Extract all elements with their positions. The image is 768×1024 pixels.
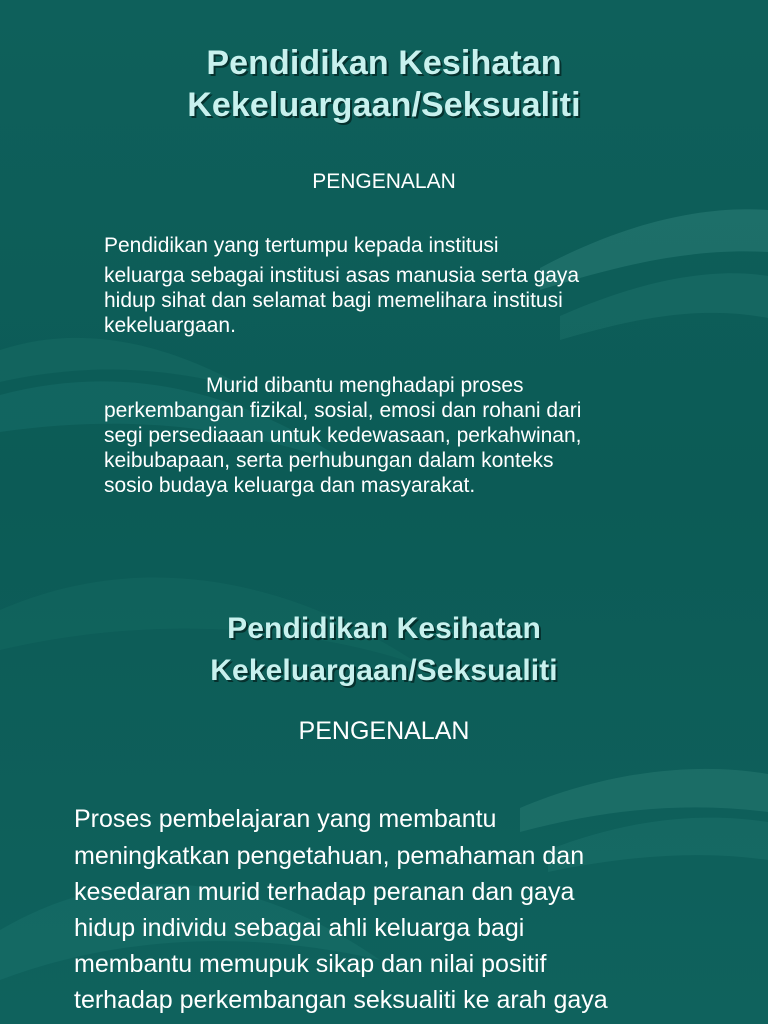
slide-1-title-line-2: Kekeluargaan/Seksualiti — [187, 86, 581, 124]
slide-1-paragraph-1-line-1: Pendidikan yang tertumpu kepada institusi — [104, 234, 499, 257]
slide-1-title-line-1: Pendidikan Kesihatan — [206, 44, 562, 82]
slide-2-paragraph-1-line-6: terhadap perkembangan seksualiti ke arah gaya — [74, 986, 608, 1014]
slide-1-paragraph-1-line-4: kekeluargaan. — [104, 314, 236, 337]
slide-1-paragraph-2-line-1: Murid dibantu menghadapi proses — [206, 374, 524, 397]
slide-1-section-heading: PENGENALAN — [312, 170, 456, 193]
slide-2-title-line-2: Kekeluargaan/Seksualiti — [210, 654, 558, 687]
slide-2-title-line-1: Pendidikan Kesihatan — [227, 612, 541, 645]
slide-2-paragraph-1-line-5: membantu memupuk sikap dan nilai positif — [74, 950, 547, 978]
slide-1-paragraph-1-line-3: hidup sihat dan selamat bagi memelihara institusi — [104, 289, 563, 312]
slide-2-paragraph-1-line-3: kesedaran murid terhadap peranan dan gaya — [74, 878, 575, 906]
slide-1-paragraph-1-line-2: keluarga sebagai institusi asas manusia serta gaya — [104, 264, 580, 287]
slide-1-title — [40, 42, 728, 126]
slide-2-paragraph-1-line-1: Proses pembelajaran yang membantu — [74, 805, 497, 833]
slide-2-title — [40, 608, 728, 692]
slide-1-paragraph-2-line-2: perkembangan fizikal, sosial, emosi dan rohani dari — [104, 399, 582, 422]
slide-2-section-heading: PENGENALAN — [298, 717, 470, 745]
slide-2 — [0, 512, 768, 1024]
slide-2-paragraph-1-line-2: meningkatkan pengetahuan, pemahaman dan — [74, 842, 585, 870]
slide-1-paragraph-2-line-5: sosio budaya keluarga dan masyarakat. — [104, 474, 476, 497]
slide-1-paragraph-2-line-3: segi persediaaan untuk kedewasaan, perkahwinan, — [104, 424, 582, 447]
slide-2-paragraph-1-line-4: hidup individu sebagai ahli keluarga bagi — [74, 914, 525, 942]
slide-1-paragraph-2-line-4: keibubapaan, serta perhubungan dalam konteks — [104, 449, 554, 472]
